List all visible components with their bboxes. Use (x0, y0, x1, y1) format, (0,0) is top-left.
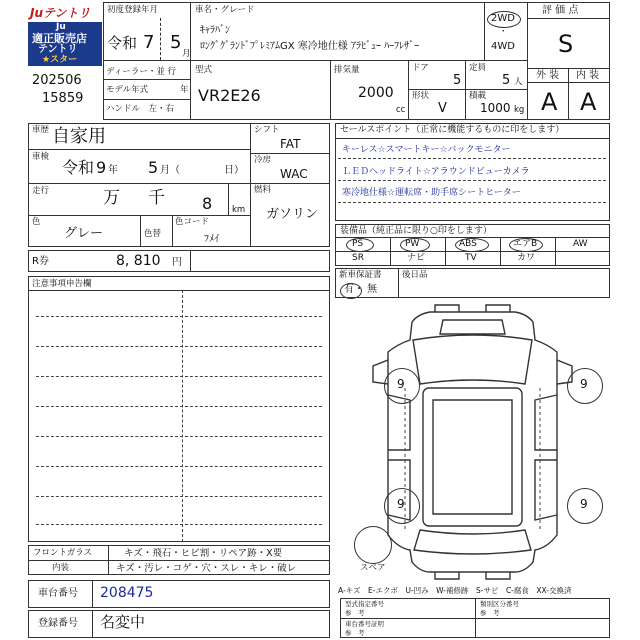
logo-line4: ★スター (42, 55, 78, 65)
inspect-label: 車検 (32, 152, 50, 162)
seat-value: 5 (502, 73, 511, 88)
mileage-man: 万 (103, 188, 120, 208)
drive-2wd: 2WD (491, 13, 515, 24)
color-value: グレー (64, 226, 104, 241)
load-label: 積載 (469, 91, 487, 101)
door-value: 5 (453, 73, 462, 88)
name-line2: ﾛﾝｸﾞｸﾞﾗﾝﾄﾞﾌﾟﾚﾐｱﾑGX 寒冷地仕様 ｱﾗﾋﾞｭｰ ﾊｰﾌﾚｻﾞｰ (200, 41, 420, 52)
logo-ju: Ju (56, 22, 66, 32)
cc-label: 排気量 (334, 65, 360, 75)
equip-abs: ABS (459, 239, 477, 249)
recycle-unit: 円 (172, 257, 182, 268)
reg-month: 5 (170, 32, 182, 53)
mileage-label: 走行 (32, 186, 50, 196)
color-code-value: ﾌﾒｲ (204, 234, 219, 245)
shape-value: V (438, 101, 447, 116)
equip-ps: PS (352, 239, 364, 249)
sales-line-3: 寒冷地仕様☆運転席・助手席シートヒーター (342, 188, 521, 198)
ac-label: 冷房 (254, 155, 272, 165)
equip-airbag: エアB (513, 239, 538, 249)
exterior-label: 外 装 (536, 70, 560, 81)
equip-pw: PW (405, 239, 420, 249)
equip-tv: TV (465, 253, 477, 263)
owner-label: 登録番号 (38, 618, 78, 629)
spare-label: スペア (360, 563, 386, 573)
mini-1: 型式指定番号 (345, 600, 384, 608)
spare-tire (354, 526, 392, 564)
next-label: 後日品 (402, 270, 428, 280)
logo (28, 5, 102, 65)
mini-3: 参 考 (345, 609, 365, 617)
model-year-unit: 年 (180, 85, 189, 95)
use-label: 車歴 (32, 125, 50, 135)
model-year-label: モデル年式 (106, 85, 149, 95)
mileage-sen: 千 (148, 188, 165, 208)
use-value: 自家用 (52, 126, 106, 147)
sales-line-2: ＬＥＤヘッドライト☆アラウンドビューカメラ (342, 167, 530, 177)
reg-era: 令和 (107, 34, 138, 52)
cc-unit: cc (396, 105, 406, 115)
tire-front-left-mark: 9 (397, 377, 405, 391)
sales-label: セールスポイント（正常に機能するものに印をします） (340, 125, 565, 135)
chassis-label: 車台番号 (38, 588, 78, 599)
fuel-value: ガソリン (266, 207, 319, 222)
tire-rear-right-mark: 9 (580, 497, 588, 511)
mini-2: 類別区分番号 (480, 600, 519, 608)
reg-month-unit: 月 (182, 49, 191, 59)
reg-year: 7 (143, 32, 155, 53)
damage-legend: A-キズ E-エクボ U-凹み W-補修跡 S-サビ C-腐食 XX-交換済 (338, 586, 572, 595)
equip-leather: カワ (517, 253, 536, 263)
door-label: ドア (412, 63, 429, 73)
type-label: 型式 (195, 65, 213, 75)
load-value: 1000 (480, 101, 511, 115)
seat-unit: 人 (514, 77, 523, 87)
handle-label: ハンドル 左・右 (106, 104, 175, 114)
load-unit: kg (514, 105, 525, 115)
tire-front-right-mark: 9 (580, 377, 588, 391)
drive-4wd: 4WD (491, 41, 515, 52)
recycle-label: R券 (32, 256, 49, 267)
warranty-value: 有・ 無 (344, 284, 378, 295)
type-value: VR2E26 (198, 86, 261, 105)
mileage-value: 8 (202, 194, 213, 213)
notes-label: 注意事項申告欄 (32, 279, 92, 289)
equipment-label: 装備品（純正品に限り○印をします） (340, 226, 492, 236)
interior-label: 内装 (52, 563, 70, 573)
shift-label: シフト (254, 125, 280, 135)
shift-value: FAT (280, 137, 301, 151)
logo-line2: 適正販売店 (32, 32, 87, 45)
owner-value: 名変中 (100, 613, 146, 631)
inspect-year-unit: 年 (108, 165, 118, 176)
recycle-value: 8, 810 (116, 253, 161, 269)
interior-value: キズ・汚レ・コゲ・穴・スレ・キレ・破レ (116, 563, 297, 574)
inspect-year: 9 (96, 158, 107, 177)
name-line1: ｷｬﾗﾊﾞﾝ (200, 25, 230, 36)
equip-sr: SR (352, 253, 364, 263)
front-glass-label: フロントガラス (33, 548, 92, 558)
equip-aw: AW (573, 239, 588, 249)
drive-dot: ・ (499, 27, 508, 37)
tire-rear-left-mark: 9 (397, 497, 405, 511)
warranty-label: 新車保証書 (339, 270, 382, 280)
inspect-era: 令和 (62, 158, 95, 177)
name-label: 車名・グレード (195, 5, 255, 15)
score-value: S (558, 30, 574, 58)
reg-label: 初度登録年月 (107, 5, 159, 15)
seat-label: 定員 (469, 63, 487, 73)
interior-label: 内 装 (576, 70, 600, 81)
inspect-month-unit: 月（ (160, 165, 180, 176)
color-label: 色 (32, 217, 41, 227)
cc-value: 2000 (358, 85, 394, 101)
dealer-label: ディーラー・並 行 (106, 67, 177, 77)
lot-sub-number: 15859 (42, 91, 84, 106)
inspect-day-unit: 日） (224, 165, 244, 176)
logo-brand: Juテントリ (30, 6, 91, 20)
fuel-label: 燃料 (254, 185, 272, 195)
score-label: 評 価 点 (542, 5, 579, 16)
front-glass-value: キズ・飛石・ヒビ割・リペア跡・X要 (124, 548, 283, 559)
mini-6: 参 考 (345, 629, 365, 637)
logo-line3: テントリ (38, 44, 78, 55)
lot-number: 202506 (32, 73, 82, 88)
ac-value: WAC (280, 167, 308, 181)
chassis-value: 208475 (100, 585, 154, 601)
color-code-label: 色コード (175, 217, 210, 227)
shape-label: 形状 (412, 91, 430, 101)
color-change-label: 色替 (144, 229, 162, 239)
equip-navi: ナビ (407, 253, 426, 263)
exterior-grade: A (541, 88, 558, 116)
inspect-month: 5 (148, 158, 159, 177)
interior-grade: A (580, 88, 597, 116)
mini-4: 参 考 (480, 609, 500, 617)
mini-5: 車台番号証明 (345, 620, 384, 628)
sales-line-1: キーレス☆スマートキー☆バックモニター (342, 145, 511, 155)
mileage-unit: km (232, 205, 246, 215)
